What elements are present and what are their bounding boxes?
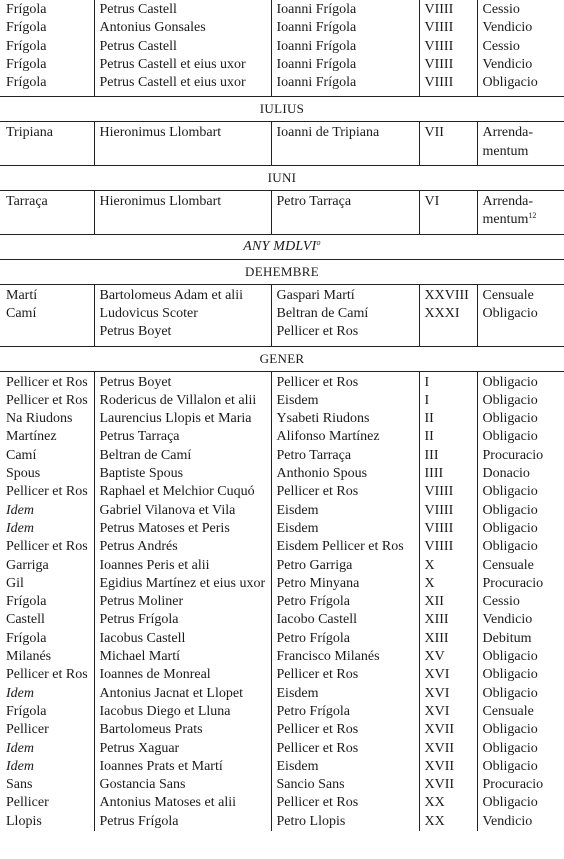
grantor-cell: Baptiste Spous bbox=[94, 465, 271, 483]
day-cell: IIII bbox=[419, 465, 477, 483]
day-cell: XXXI bbox=[419, 305, 477, 323]
recipient-cell: Alifonso Martínez bbox=[271, 428, 419, 446]
grantor-cell: Laurencius Llopis et Maria bbox=[94, 410, 271, 428]
table-row bbox=[0, 191, 564, 235]
recipient-cell: Pellicer et Ros bbox=[271, 721, 419, 739]
act-type-cell: Obligacio bbox=[477, 648, 564, 666]
surname-cell: Pellicer et Ros bbox=[0, 666, 94, 684]
recipient-cell: Petro Tarraça bbox=[271, 447, 419, 465]
table-row bbox=[0, 575, 564, 593]
table-row bbox=[0, 813, 564, 831]
table-row bbox=[0, 392, 564, 410]
act-type-line-1: Arrenda- bbox=[482, 125, 534, 141]
grantor-cell: Gostancia Sans bbox=[94, 776, 271, 794]
recipient-cell: Ioanni Frígola bbox=[271, 0, 419, 19]
surname-cell: Frígola bbox=[0, 38, 94, 56]
act-type-cell: Censuale bbox=[477, 703, 564, 721]
recipient-cell: Ysabeti Riudons bbox=[271, 410, 419, 428]
grantor-cell: Petrus Tarraça bbox=[94, 428, 271, 446]
act-type-cell: Vendicio bbox=[477, 611, 564, 629]
recipient-cell: Petro Frígola bbox=[271, 630, 419, 648]
day-cell: VIIII bbox=[419, 502, 477, 520]
grantor-cell: Hieronimus Llombart bbox=[94, 191, 271, 235]
day-cell: II bbox=[419, 428, 477, 446]
table-row bbox=[0, 323, 564, 346]
act-type-cell: Cessio bbox=[477, 0, 564, 19]
surname-cell: Frígola bbox=[0, 630, 94, 648]
act-type-cell: Obligacio bbox=[477, 740, 564, 758]
act-type-cell: Obligacio bbox=[477, 74, 564, 97]
surname-cell: Pellicer bbox=[0, 794, 94, 812]
surname-cell bbox=[0, 323, 94, 346]
surname-cell: Camí bbox=[0, 305, 94, 323]
act-type-cell: Obligacio bbox=[477, 721, 564, 739]
table-row bbox=[0, 284, 564, 305]
surname-cell: Frígola bbox=[0, 593, 94, 611]
surname-cell: Milanés bbox=[0, 648, 94, 666]
recipient-cell: Gaspari Martí bbox=[271, 284, 419, 305]
table-row bbox=[0, 447, 564, 465]
surname-cell: Martí bbox=[0, 284, 94, 305]
day-cell: II bbox=[419, 410, 477, 428]
act-type-cell: Obligacio bbox=[477, 428, 564, 446]
recipient-cell: Francisco Milanés bbox=[271, 648, 419, 666]
table-row bbox=[0, 794, 564, 812]
grantor-cell: Antonius Gonsales bbox=[94, 19, 271, 37]
table-row bbox=[0, 685, 564, 703]
act-type-cell: Cessio bbox=[477, 593, 564, 611]
table-row bbox=[0, 0, 564, 19]
surname-cell: Idem bbox=[0, 502, 94, 520]
surname-cell: Gil bbox=[0, 575, 94, 593]
act-type-cell: Obligacio bbox=[477, 685, 564, 703]
section-iulius bbox=[0, 97, 564, 122]
section-heading: GENER bbox=[0, 346, 564, 371]
recipient-cell: Ioanni Frígola bbox=[271, 19, 419, 37]
table-row bbox=[0, 56, 564, 74]
day-cell: III bbox=[419, 447, 477, 465]
surname-cell: Llopis bbox=[0, 813, 94, 831]
table-row bbox=[0, 122, 564, 166]
grantor-cell: Ludovicus Scoter bbox=[94, 305, 271, 323]
recipient-cell: Beltran de Camí bbox=[271, 305, 419, 323]
recipient-cell: Sancio Sans bbox=[271, 776, 419, 794]
day-cell: VIIII bbox=[419, 74, 477, 97]
table-row bbox=[0, 502, 564, 520]
act-type-cell: Obligacio bbox=[477, 666, 564, 684]
act-type-cell: Obligacio bbox=[477, 794, 564, 812]
recipient-cell: Ioanni Frígola bbox=[271, 56, 419, 74]
act-type-cell: Obligacio bbox=[477, 538, 564, 556]
act-type-cell: Censuale bbox=[477, 557, 564, 575]
act-type-cell: Obligacio bbox=[477, 410, 564, 428]
day-cell: VIIII bbox=[419, 19, 477, 37]
grantor-cell: Ioannes Peris et alii bbox=[94, 557, 271, 575]
day-cell: VII bbox=[419, 122, 477, 166]
act-type-cell: Cessio bbox=[477, 38, 564, 56]
day-cell: VIIII bbox=[419, 538, 477, 556]
grantor-cell: Ioannes de Monreal bbox=[94, 666, 271, 684]
recipient-cell: Eisdem bbox=[271, 502, 419, 520]
day-cell: XX bbox=[419, 813, 477, 831]
recipient-cell: Eisdem bbox=[271, 685, 419, 703]
grantor-cell: Petrus Xaguar bbox=[94, 740, 271, 758]
act-type-cell: Donacio bbox=[477, 465, 564, 483]
act-type-cell bbox=[477, 122, 564, 166]
table-row bbox=[0, 305, 564, 323]
recipient-cell: Petro Frígola bbox=[271, 703, 419, 721]
day-cell: XXVIII bbox=[419, 284, 477, 305]
table-row bbox=[0, 428, 564, 446]
grantor-cell: Iacobus Diego et Lluna bbox=[94, 703, 271, 721]
surname-cell: Pellicer bbox=[0, 721, 94, 739]
table-row bbox=[0, 703, 564, 721]
grantor-cell: Raphael et Melchior Cuquó bbox=[94, 483, 271, 501]
table-row bbox=[0, 721, 564, 739]
day-cell: XIII bbox=[419, 630, 477, 648]
surname-cell: Pellicer et Ros bbox=[0, 392, 94, 410]
table-row bbox=[0, 666, 564, 684]
recipient-cell: Pellicer et Ros bbox=[271, 740, 419, 758]
recipient-cell: Eisdem bbox=[271, 520, 419, 538]
table-row bbox=[0, 371, 564, 392]
surname-cell: Pellicer et Ros bbox=[0, 538, 94, 556]
recipient-cell: Anthonio Spous bbox=[271, 465, 419, 483]
act-type-line-2: mentum bbox=[482, 143, 529, 159]
section-gener bbox=[0, 346, 564, 371]
act-type-cell: Obligacio bbox=[477, 392, 564, 410]
surname-cell: Tripiana bbox=[0, 122, 94, 166]
surname-cell: Tarraça bbox=[0, 191, 94, 235]
table-row bbox=[0, 410, 564, 428]
act-type-cell: Procuracio bbox=[477, 776, 564, 794]
recipient-cell: Eisdem bbox=[271, 758, 419, 776]
table-row bbox=[0, 19, 564, 37]
surname-cell: Pellicer et Ros bbox=[0, 371, 94, 392]
surname-cell: Idem bbox=[0, 740, 94, 758]
grantor-cell: Hieronimus Llombart bbox=[94, 122, 271, 166]
act-type-cell: Procuracio bbox=[477, 447, 564, 465]
surname-cell: Idem bbox=[0, 520, 94, 538]
surname-cell: Frígola bbox=[0, 703, 94, 721]
grantor-cell: Michael Martí bbox=[94, 648, 271, 666]
act-type-cell: Obligacio bbox=[477, 520, 564, 538]
grantor-cell: Petrus Castell bbox=[94, 0, 271, 19]
recipient-cell: Petro Frígola bbox=[271, 593, 419, 611]
grantor-cell: Bartolomeus Prats bbox=[94, 721, 271, 739]
table-row bbox=[0, 557, 564, 575]
act-type-cell: Vendicio bbox=[477, 19, 564, 37]
ordinal-marker: o bbox=[316, 237, 321, 247]
act-type-cell: Obligacio bbox=[477, 483, 564, 501]
surname-cell: Frígola bbox=[0, 56, 94, 74]
recipient-cell: Petro Garriga bbox=[271, 557, 419, 575]
grantor-cell: Petrus Castell et eius uxor bbox=[94, 56, 271, 74]
table-row bbox=[0, 38, 564, 56]
day-cell: XVI bbox=[419, 685, 477, 703]
grantor-cell: Petrus Castell bbox=[94, 38, 271, 56]
day-cell: XVI bbox=[419, 666, 477, 684]
recipient-cell: Pellicer et Ros bbox=[271, 371, 419, 392]
act-type-cell bbox=[477, 323, 564, 346]
day-cell: VIIII bbox=[419, 56, 477, 74]
table-row bbox=[0, 758, 564, 776]
surname-cell: Idem bbox=[0, 685, 94, 703]
recipient-cell: Petro Llopis bbox=[271, 813, 419, 831]
day-cell: XIII bbox=[419, 611, 477, 629]
grantor-cell: Beltran de Camí bbox=[94, 447, 271, 465]
day-cell: VI bbox=[419, 191, 477, 235]
surname-cell: Sans bbox=[0, 776, 94, 794]
surname-cell: Camí bbox=[0, 447, 94, 465]
day-cell: VIIII bbox=[419, 520, 477, 538]
section-heading: IULIUS bbox=[0, 97, 564, 122]
day-cell: XV bbox=[419, 648, 477, 666]
recipient-cell: Pellicer et Ros bbox=[271, 323, 419, 346]
act-type-cell: Obligacio bbox=[477, 305, 564, 323]
surname-cell: Pellicer et Ros bbox=[0, 483, 94, 501]
grantor-cell: Petrus Matoses et Peris bbox=[94, 520, 271, 538]
recipient-cell: Pellicer et Ros bbox=[271, 483, 419, 501]
table-row bbox=[0, 593, 564, 611]
surname-cell: Idem bbox=[0, 758, 94, 776]
grantor-cell: Iacobus Castell bbox=[94, 630, 271, 648]
act-type-cell: Obligacio bbox=[477, 371, 564, 392]
grantor-cell: Rodericus de Villalon et alii bbox=[94, 392, 271, 410]
act-type-cell: Vendicio bbox=[477, 813, 564, 831]
table-row bbox=[0, 776, 564, 794]
grantor-cell: Antonius Jacnat et Llopet bbox=[94, 685, 271, 703]
section-heading: DEHEMBRE bbox=[0, 259, 564, 284]
act-type-cell bbox=[477, 191, 564, 235]
day-cell: XII bbox=[419, 593, 477, 611]
grantor-cell: Egidius Martínez et eius uxor bbox=[94, 575, 271, 593]
act-type-cell: Debitum bbox=[477, 630, 564, 648]
grantor-cell: Gabriel Vilanova et Vila bbox=[94, 502, 271, 520]
act-type-cell: Obligacio bbox=[477, 758, 564, 776]
surname-cell: Frígola bbox=[0, 19, 94, 37]
grantor-cell: Petrus Frígola bbox=[94, 611, 271, 629]
section-dehembre bbox=[0, 259, 564, 284]
day-cell: VIIII bbox=[419, 483, 477, 501]
footnote-marker: 12 bbox=[528, 211, 537, 221]
day-cell: I bbox=[419, 371, 477, 392]
table-row bbox=[0, 465, 564, 483]
grantor-cell: Petrus Boyet bbox=[94, 323, 271, 346]
day-cell: I bbox=[419, 392, 477, 410]
table-row bbox=[0, 483, 564, 501]
surname-cell: Frígola bbox=[0, 0, 94, 19]
act-type-line-1: Arrenda- bbox=[482, 194, 534, 210]
table-row bbox=[0, 648, 564, 666]
grantor-cell: Petrus Boyet bbox=[94, 371, 271, 392]
day-cell: XVII bbox=[419, 721, 477, 739]
act-type-cell: Censuale bbox=[477, 284, 564, 305]
section-year bbox=[0, 234, 564, 259]
table-row bbox=[0, 74, 564, 97]
recipient-cell: Pellicer et Ros bbox=[271, 794, 419, 812]
grantor-cell: Petrus Andrés bbox=[94, 538, 271, 556]
day-cell: XVII bbox=[419, 758, 477, 776]
grantor-cell: Antonius Matoses et alii bbox=[94, 794, 271, 812]
grantor-cell: Petrus Castell et eius uxor bbox=[94, 74, 271, 97]
table-row bbox=[0, 630, 564, 648]
recipient-cell: Ioanni de Tripiana bbox=[271, 122, 419, 166]
act-type-cell: Obligacio bbox=[477, 502, 564, 520]
table-row bbox=[0, 611, 564, 629]
table-row bbox=[0, 520, 564, 538]
recipient-cell: Pellicer et Ros bbox=[271, 666, 419, 684]
recipient-cell: Iacobo Castell bbox=[271, 611, 419, 629]
grantor-cell: Ioannes Prats et Martí bbox=[94, 758, 271, 776]
surname-cell: Garriga bbox=[0, 557, 94, 575]
day-cell bbox=[419, 323, 477, 346]
table-row bbox=[0, 740, 564, 758]
day-cell: XX bbox=[419, 794, 477, 812]
surname-cell: Na Riudons bbox=[0, 410, 94, 428]
surname-cell: Spous bbox=[0, 465, 94, 483]
table-row bbox=[0, 538, 564, 556]
surname-cell: Martínez bbox=[0, 428, 94, 446]
surname-cell: Castell bbox=[0, 611, 94, 629]
recipient-cell: Eisdem Pellicer et Ros bbox=[271, 538, 419, 556]
surname-cell: Frígola bbox=[0, 74, 94, 97]
day-cell: XVII bbox=[419, 776, 477, 794]
recipient-cell: Ioanni Frígola bbox=[271, 74, 419, 97]
day-cell: XVI bbox=[419, 703, 477, 721]
section-heading bbox=[0, 234, 564, 259]
act-type-cell: Procuracio bbox=[477, 575, 564, 593]
year-heading-text: ANY MDLVI bbox=[243, 238, 317, 254]
grantor-cell: Petrus Frígola bbox=[94, 813, 271, 831]
act-type-cell: Vendicio bbox=[477, 56, 564, 74]
recipient-cell: Ioanni Frígola bbox=[271, 38, 419, 56]
grantor-cell: Bartolomeus Adam et alii bbox=[94, 284, 271, 305]
recipient-cell: Petro Minyana bbox=[271, 575, 419, 593]
day-cell: XVII bbox=[419, 740, 477, 758]
grantor-cell: Petrus Moliner bbox=[94, 593, 271, 611]
section-heading: IUNI bbox=[0, 166, 564, 191]
day-cell: VIIII bbox=[419, 0, 477, 19]
day-cell: X bbox=[419, 557, 477, 575]
act-type-line-2: mentum bbox=[482, 212, 529, 228]
day-cell: X bbox=[419, 575, 477, 593]
day-cell: VIIII bbox=[419, 38, 477, 56]
recipient-cell: Eisdem bbox=[271, 392, 419, 410]
recipient-cell: Petro Tarraça bbox=[271, 191, 419, 235]
section-iuni bbox=[0, 166, 564, 191]
